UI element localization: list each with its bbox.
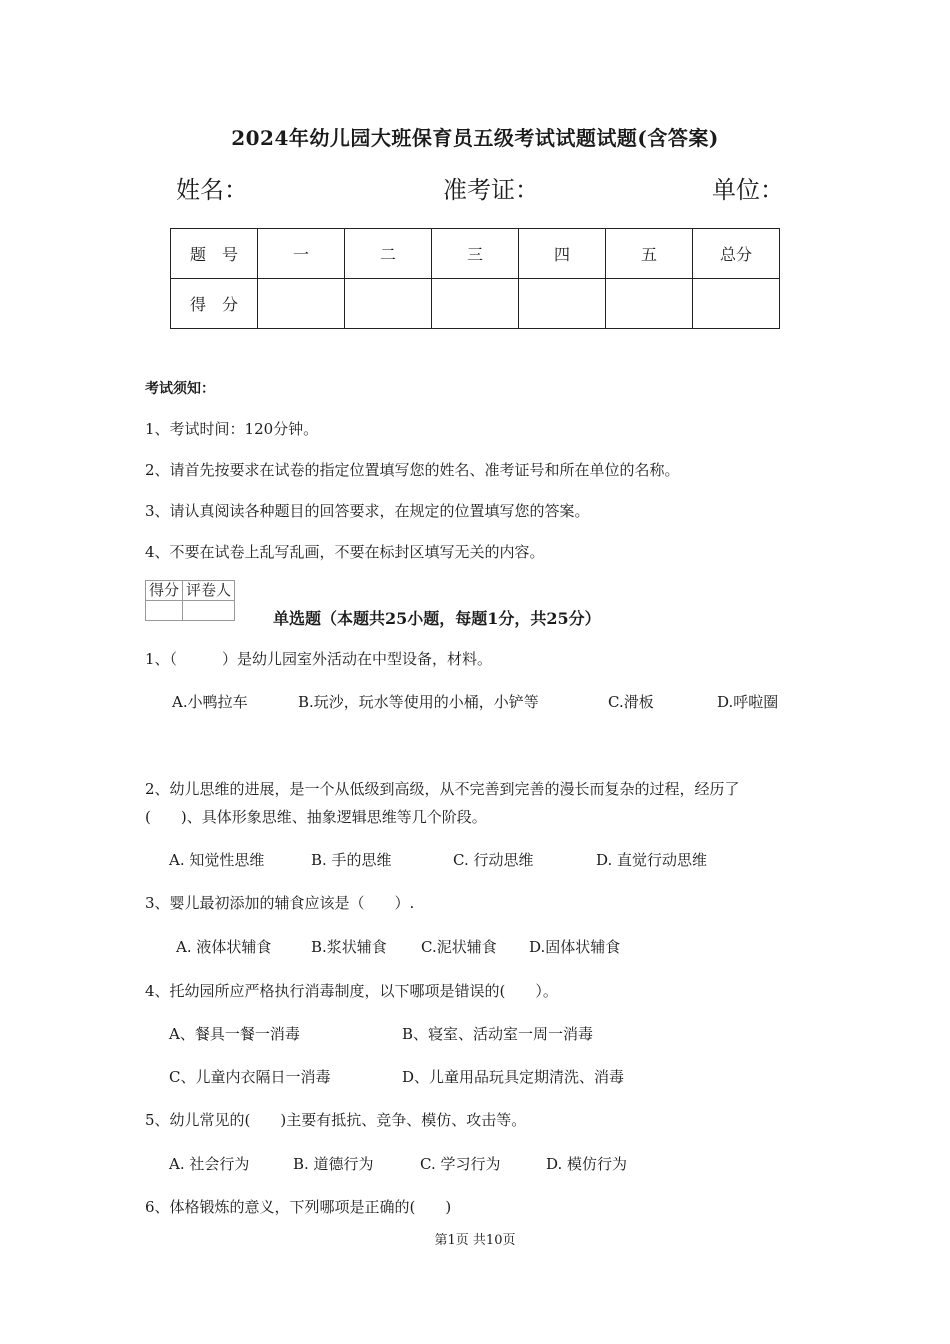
grader-score-cell[interactable] [146,601,183,621]
option-c[interactable]: C. 学习行为 [420,1155,501,1173]
note-item: 2、请首先按要求在试卷的指定位置填写您的姓名、准考证号和所在单位的名称。 [145,461,680,479]
name-label: 姓名： [176,176,248,204]
option-a[interactable]: A.小鸭拉车 [172,693,248,711]
question-text-continued: ( )、具体形象思维、抽象逻辑思维等几个阶段。 [145,808,487,826]
score-row-label: 得 分 [171,279,258,329]
note-item: 1、考试时间：120分钟。 [145,420,319,438]
option-a[interactable]: A. 液体状辅食 [176,938,272,956]
option-d[interactable]: D、儿童用品玩具定期清洗、消毒 [402,1068,625,1086]
score-table [170,228,780,329]
option-b[interactable]: B.玩沙，玩水等使用的小桶，小铲等 [298,693,539,711]
score-table-header-cell: 一 [258,229,345,279]
option-b[interactable]: B、寝室、活动室一周一消毒 [402,1025,594,1043]
score-table-header-cell: 四 [519,229,606,279]
exam-title: 2024年幼儿园大班保育员五级考试试题试题(含答案) [231,126,719,150]
option-c[interactable]: C.滑板 [608,693,654,711]
score-table-header-row [171,229,780,279]
grader-name-cell[interactable] [183,601,235,621]
score-input-cell[interactable] [258,279,345,329]
score-table-score-row [171,279,780,329]
note-item: 4、不要在试卷上乱写乱画，不要在标封区填写无关的内容。 [145,543,545,561]
option-b[interactable]: B. 手的思维 [311,851,392,869]
score-table-header-cell: 总分 [693,229,780,279]
page-footer: 第1页 共10页 [434,1233,516,1248]
option-d[interactable]: D. 模仿行为 [546,1155,628,1173]
score-input-cell[interactable] [519,279,606,329]
grader-score-label: 得分 [146,581,183,601]
unit-label: 单位： [712,176,784,204]
option-c[interactable]: C. 行动思维 [453,851,534,869]
score-input-cell[interactable] [432,279,519,329]
question-text: 2、幼儿思维的进展，是一个从低级到高级，从不完善到完善的漫长而复杂的过程，经历了 [145,780,740,798]
score-table-header-cell: 三 [432,229,519,279]
option-a[interactable]: A. 知觉性思维 [169,851,265,869]
option-b[interactable]: B.浆状辅食 [311,938,387,956]
score-table-header-cell: 二 [345,229,432,279]
option-d[interactable]: D. 直觉行动思维 [596,851,708,869]
option-d[interactable]: D.呼啦圈 [717,693,779,711]
grader-name-label: 评卷人 [183,581,235,601]
question-text: 3、婴儿最初添加的辅食应该是（ ）. [145,894,415,912]
question-text: 5、幼儿常见的( )主要有抵抗、竞争、模仿、攻击等。 [145,1111,527,1129]
score-input-cell[interactable] [345,279,432,329]
option-c[interactable]: C、儿童内衣隔日一消毒 [169,1068,331,1086]
notes-title: 考试须知： [145,381,215,397]
score-input-cell[interactable] [606,279,693,329]
question-text: 6、体格锻炼的意义，下列哪项是正确的( ) [145,1198,452,1216]
option-d[interactable]: D.固体状辅食 [529,938,621,956]
score-input-cell[interactable] [693,279,780,329]
grader-box [145,580,235,621]
option-a[interactable]: A. 社会行为 [169,1155,250,1173]
option-b[interactable]: B. 道德行为 [293,1155,374,1173]
option-c[interactable]: C.泥状辅食 [421,938,497,956]
note-item: 3、请认真阅读各种题目的回答要求，在规定的位置填写您的答案。 [145,502,590,520]
option-a[interactable]: A、餐具一餐一消毒 [169,1025,300,1043]
question-text: 1、（ ）是幼儿园室外活动在中型设备，材料。 [145,650,493,668]
score-table-header-cell: 五 [606,229,693,279]
score-table-header-cell: 题 号 [171,229,258,279]
question-text: 4、托幼园所应严格执行消毒制度，以下哪项是错误的( ）。 [145,982,558,1000]
exam-number-label: 准考证： [443,176,539,204]
section-title: 单选题（本题共25小题，每题1分，共25分） [273,609,601,628]
